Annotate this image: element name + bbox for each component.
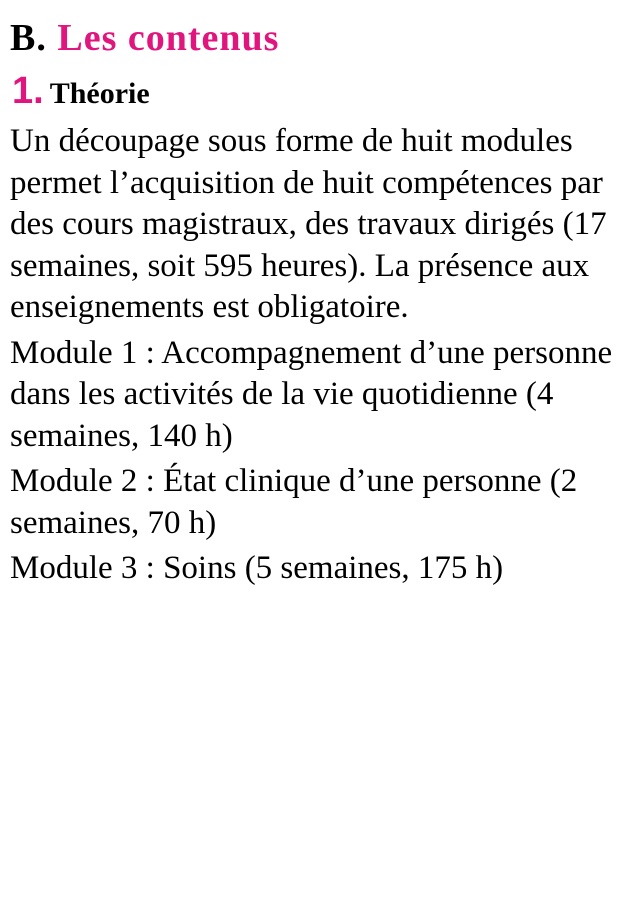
intro-paragraph: Un découpage sous forme de huit modules permet l’acquisition de huit compétences par des cours magistraux, des travaux dirigés (17 semaines, soit 595 heures). La présence aux enseignements est obligatoire.: [10, 123, 607, 325]
subsection-heading: [12, 68, 632, 119]
module-1-paragraph: Module 1 : Accompagnement d’une personne dans les activités de la vie quotidienne (4 semaines, 140 h): [10, 334, 613, 454]
section-letter: B.: [10, 17, 47, 59]
subsection-title: Théorie: [49, 77, 150, 110]
section-title: Les contenus: [57, 17, 280, 59]
document-page: [10, 14, 632, 590]
module-3-paragraph: Module 3 : Soins (5 semaines, 175 h): [10, 550, 504, 586]
module-2-paragraph: Module 2 : État clinique d’une personne (2 semaines, 70 h): [10, 463, 578, 541]
section-heading: [10, 14, 632, 62]
subsection-number: 1.: [12, 70, 44, 112]
